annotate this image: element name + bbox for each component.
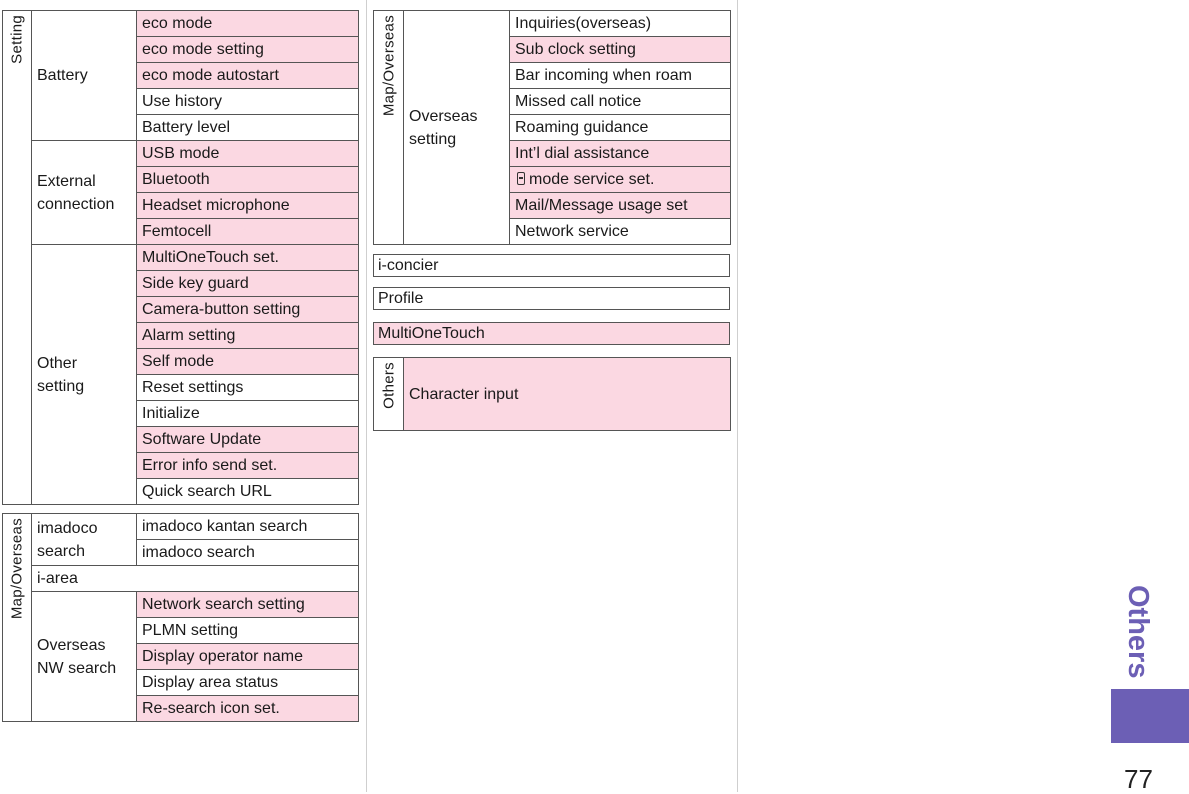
item-software-update: Software Update — [137, 427, 359, 453]
map-overseas-table-left — [2, 513, 359, 722]
map-overseas-table-right — [373, 10, 731, 245]
side-tab-block — [1111, 689, 1189, 743]
item-network-search-setting: Network search setting — [137, 592, 359, 618]
bar-multionetouch: MultiOneTouch — [373, 322, 730, 345]
item-sub-clock-setting: Sub clock setting — [510, 37, 731, 63]
item-eco-mode-autostart: eco mode autostart — [137, 63, 359, 89]
item-battery-level: Battery level — [137, 115, 359, 141]
category-others: Others — [374, 358, 404, 431]
group-external-connection: External connection — [32, 141, 137, 245]
item-bar-incoming-when-roam: Bar incoming when roam — [510, 63, 731, 89]
item-use-history: Use history — [137, 89, 359, 115]
item-missed-call-notice: Missed call notice — [510, 89, 731, 115]
item-mail-message-usage-set: Mail/Message usage set — [510, 193, 731, 219]
imode-icon — [517, 172, 525, 185]
item-intl-dial-assistance: Int’l dial assistance — [510, 141, 731, 167]
column-divider — [366, 0, 367, 792]
item-imode-service-set — [510, 167, 731, 193]
group-other-setting: Other setting — [32, 245, 137, 505]
item-self-mode: Self mode — [137, 349, 359, 375]
item-network-service: Network service — [510, 219, 731, 245]
group-overseas-nw-search: Overseas NW search — [32, 592, 137, 722]
category-map-overseas-right: Map/Overseas — [374, 11, 404, 245]
item-imode-service-set-label: mode service set. — [529, 171, 655, 188]
item-usb-mode: USB mode — [137, 141, 359, 167]
item-i-area: i-area — [32, 566, 359, 592]
group-overseas-setting: Overseas setting — [404, 11, 510, 245]
side-tab-label: Others — [1122, 585, 1154, 679]
item-eco-mode: eco mode — [137, 11, 359, 37]
page-number: 77 — [1124, 764, 1153, 794]
item-initialize: Initialize — [137, 401, 359, 427]
item-roaming-guidance: Roaming guidance — [510, 115, 731, 141]
item-eco-mode-setting: eco mode setting — [137, 37, 359, 63]
item-alarm-setting: Alarm setting — [137, 323, 359, 349]
item-camera-button-setting: Camera-button setting — [137, 297, 359, 323]
item-display-area-status: Display area status — [137, 670, 359, 696]
item-side-key-guard: Side key guard — [137, 271, 359, 297]
item-imadoco-search: imadoco search — [137, 540, 359, 566]
item-femtocell: Femtocell — [137, 219, 359, 245]
column-divider-right — [737, 0, 738, 792]
item-imadoco-kantan-search: imadoco kantan search — [137, 514, 359, 540]
item-error-info-send-set: Error info send set. — [137, 453, 359, 479]
item-plmn-setting: PLMN setting — [137, 618, 359, 644]
item-quick-search-url: Quick search URL — [137, 479, 359, 505]
group-imadoco-search: imadoco search — [32, 514, 137, 566]
category-setting: Setting — [3, 11, 32, 505]
item-display-operator-name: Display operator name — [137, 644, 359, 670]
item-headset-microphone: Headset microphone — [137, 193, 359, 219]
others-table — [373, 357, 731, 431]
group-battery: Battery — [32, 11, 137, 141]
item-reset-settings: Reset settings — [137, 375, 359, 401]
item-re-search-icon-set: Re-search icon set. — [137, 696, 359, 722]
bar-profile: Profile — [373, 287, 730, 310]
item-character-input: Character input — [404, 358, 731, 431]
category-map-overseas-left: Map/Overseas — [3, 514, 32, 722]
item-bluetooth: Bluetooth — [137, 167, 359, 193]
setting-table — [2, 10, 359, 505]
item-inquiries-overseas: Inquiries(overseas) — [510, 11, 731, 37]
bar-i-concier: i-concier — [373, 254, 730, 277]
item-multionetouch-set: MultiOneTouch set. — [137, 245, 359, 271]
